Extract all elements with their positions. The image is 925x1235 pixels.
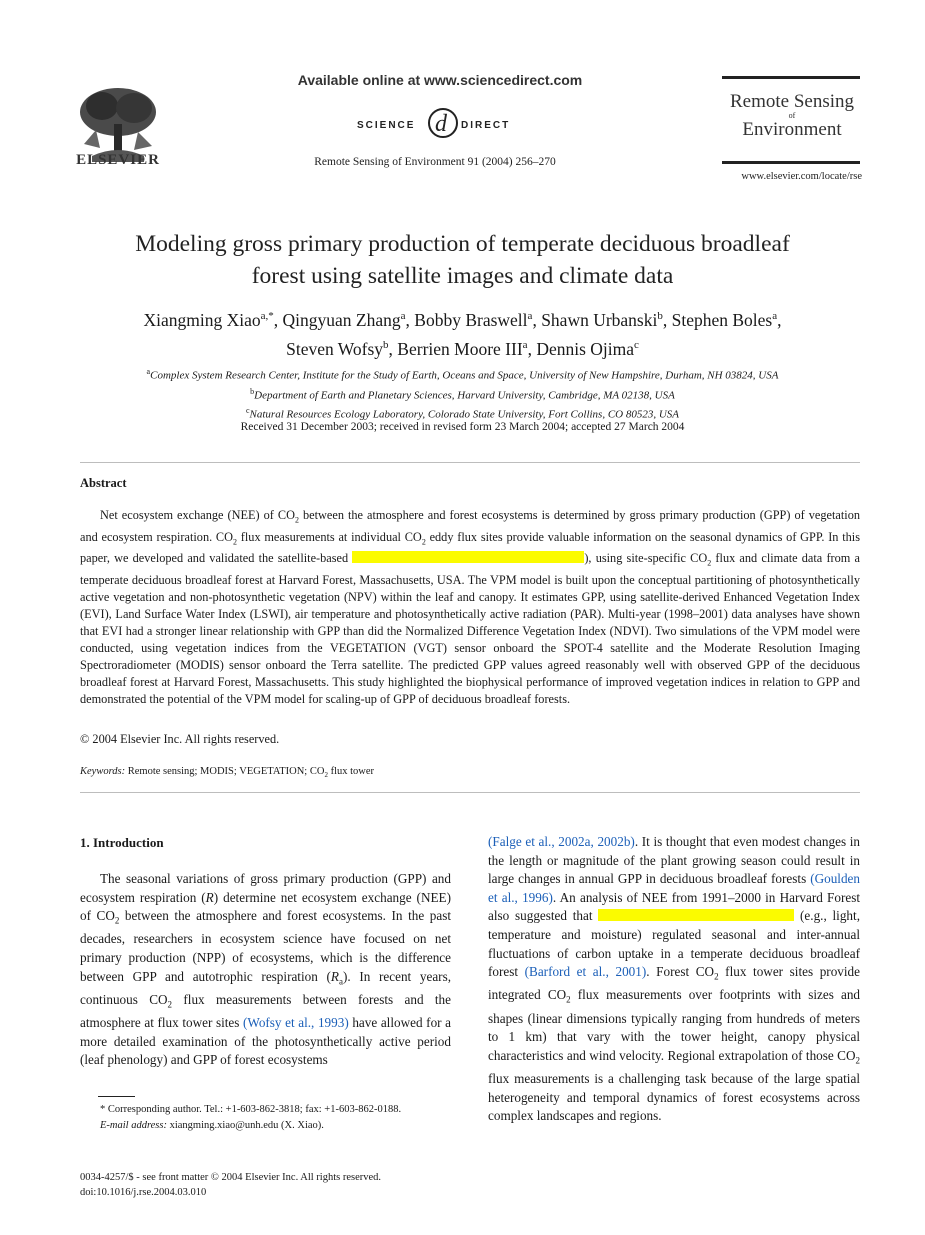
- email-address[interactable]: xiangming.xiao@unh.edu (X. Xiao).: [166, 1120, 324, 1131]
- sciencedirect-logo: [355, 103, 535, 143]
- footnote-divider: [98, 1096, 135, 1097]
- citation-link[interactable]: (Goulden et al., 1996): [488, 871, 860, 905]
- email-note: E-mail address: xiangming.xiao@unh.edu (X. Xiao).: [100, 1120, 324, 1131]
- elsevier-wordmark: ELSEVIER: [76, 152, 160, 168]
- author[interactable]: Berrien Moore III$^a$: [397, 338, 528, 359]
- affiliation: $^c$Natural Resources Ecology Laboratory, Colorado State University, Fort Collins, CO 80523, USA: [245, 406, 680, 421]
- available-online-text[interactable]: Available online at www.sciencedirect.com: [297, 72, 583, 88]
- copyright-notice: © 2004 Elsevier Inc. All rights reserved.: [80, 732, 280, 746]
- author[interactable]: Steven Wofsy$^b$: [286, 338, 389, 359]
- redacted-highlight: [352, 551, 584, 563]
- journal-logo: [722, 93, 862, 139]
- author[interactable]: Shawn Urbanski$^b$: [541, 309, 663, 330]
- journal-url[interactable]: www.elsevier.com/locate/rse: [741, 171, 862, 182]
- title-line-1: Modeling gross primary production of temperate deciduous broadleaf: [135, 231, 790, 257]
- journal-reference: Remote Sensing of Environment 91 (2004) 256–270: [314, 156, 556, 168]
- body-column-left: The seasonal variations of gross primary production (GPP) and ecosystem respiration (R) determine net ecosystem exchange (NEE) of $CO_2$ between the atmosphere and forest ecosystems. In the past decades, researchers in ecosystem science have focused on net primary production (NPP) of ecosystems, which is the difference between GPP and autotrophic respiration $(R_a)$. In recent years, continuous $CO_2$ flux measurements between forests and the atmosphere at flux tower sites (Wofsy et al., 1993) have allowed for a more detailed examination of the photosynthetically active period (leaf phenology) and GPP of forest ecosystems: [80, 871, 452, 1068]
- svg-text:SCIENCE: SCIENCE: [357, 120, 416, 131]
- citation-link[interactable]: (Wofsy et al., 1993): [243, 1015, 349, 1031]
- author[interactable]: Stephen Boles$^a$: [671, 309, 778, 330]
- journal-logo-bottom-rule: [722, 161, 860, 164]
- citation-link[interactable]: (Barford et al., 2001): [524, 964, 647, 980]
- journal-logo-line1: Remote Sensing: [729, 91, 855, 112]
- affiliation: $^b$Department of Earth and Planetary Sciences, Harvard University, Cambridge, MA 02138, USA: [250, 386, 675, 402]
- journal-logo-of: of: [788, 111, 796, 120]
- corresponding-author-note: * Corresponding author. Tel.: +1-603-862-3818; fax: +1-603-862-0188.: [100, 1104, 402, 1115]
- affiliation: $^a$Complex System Research Center, Institute for the Study of Earth, Oceans and Space, University of New Hampshire, Durham, NH 03824, USA: [146, 367, 779, 382]
- body-column-right: (Falge et al., 2002a, 2002b). It is thought that even modest changes in the length or magnitude of the plant growing season could result in large changes in annual GPP in deciduous broadleaf forests (Goulden et al., 1996). An analysis of NEE from 1991–2000 in Harvard Forest also suggested that (e.g., light, temperature and moisture) regulated seasonal and inter-annual fluctuations of carbon uptake in a temperate deciduous broadleaf forest (Barford et al., 2001). Forest $CO_2$ flux tower sites provide integrated $CO_2$ flux measurements over footprints with sizes and shapes (linear dimensions typically ranging from hundreds of meters to 1 km) that vary with the tower height, canopy physical characteristics and wind velocity. Regional extrapolation of those $CO_2$ flux measurements is a challenging task because of the large spatial heterogeneity and temporal dynamics of forest ecosystems across complex landscapes and regions.: [488, 834, 861, 1124]
- issn-line: 0034-4257/$ - see front matter © 2004 Elsevier Inc. All rights reserved.: [80, 1172, 382, 1183]
- keywords: Keywords: Remote sensing; MODIS; VEGETATION; $CO_2$ flux tower: [80, 766, 375, 780]
- section-heading-introduction: 1. Introduction: [80, 835, 164, 850]
- abstract-body: Net ecosystem exchange (NEE) of $CO_2$ between the atmosphere and forest ecosystems is determined by gross primary production (GPP) of vegetation and ecosystem respiration. $CO_2$ flux measurements at individual $CO_2$ eddy flux sites provide valuable information on the seasonal dynamics of GPP. In this paper, we developed and validated the satellite-based ), using site-specific $CO_2$ flux and climate data from a temperate deciduous broadleaf forest at Harvard Forest, Massachusetts, USA. The VPM model is built upon the conceptual partitioning of photosynthetically active vegetation and non-photosynthetic vegetation (NPV) within the leaf and canopy. It estimates GPP, using satellite-derived Enhanced Vegetation Index (EVI), Land Surface Water Index (LSWI), air temperature and photosynthetically active radiation (PAR). Multi-year (1998–2001) data analyses have shown that EVI had a stronger linear relationship with GPP than did the Normalized Difference Vegetation Index (NDVI). Two simulations of the VPM model were conducted, using vegetation indices from the VEGETATION (VGT) sensor onboard the SPOT-4 satellite and the Moderate Resolution Imaging Spectroradiometer (MODIS) sensor onboard the Terra satellite. The predicted GPP values agreed reasonably well with observed GPP of the deciduous broadleaf forest at Harvard Forest, Massachusetts. This study highlighted the biophysical performance of improved vegetation indices in relation to GPP and demonstrated the potential of the VPM model for scaling-up of GPP of deciduous broadleaf forests.: [80, 508, 861, 707]
- article-title: [60, 228, 865, 292]
- journal-logo-top-rule: [722, 76, 860, 79]
- footnote: [80, 1102, 451, 1134]
- svg-text:d: d: [435, 111, 447, 137]
- author[interactable]: Xiangming Xiao$^{a,*}$: [143, 309, 274, 330]
- abstract-top-divider: [80, 462, 860, 463]
- abstract-bottom-divider: [80, 792, 860, 793]
- affiliations: [60, 364, 865, 423]
- received-dates: Received 31 December 2003; received in revised form 23 March 2004; accepted 27 March 2004: [240, 421, 685, 433]
- front-matter: [80, 1170, 381, 1200]
- doi-line[interactable]: doi:10.1016/j.rse.2004.03.010: [80, 1187, 207, 1198]
- journal-logo-line2: Environment: [742, 119, 842, 140]
- citation-link[interactable]: (Falge et al., 2002a, 2002b): [488, 834, 635, 849]
- author[interactable]: Qingyuan Zhang$^a$: [282, 309, 406, 330]
- title-line-2: forest using satellite images and climate data: [251, 263, 674, 289]
- svg-text:DIRECT: DIRECT: [461, 120, 511, 131]
- redacted-highlight: [598, 909, 794, 921]
- author[interactable]: Dennis Ojima$^c$: [536, 338, 639, 359]
- abstract-heading: Abstract: [80, 476, 127, 490]
- author-list: Xiangming Xiao$^{a,*}$, Qingyuan Zhang$^a$, Bobby Braswell$^a$, Shawn Urbanski$^b$, Stephen Boles$^a$, Steven Wofsy$^b$, Berrien Moore III$^a$, Dennis Ojima$^c$: [143, 309, 782, 359]
- author[interactable]: Bobby Braswell$^a$: [414, 309, 533, 330]
